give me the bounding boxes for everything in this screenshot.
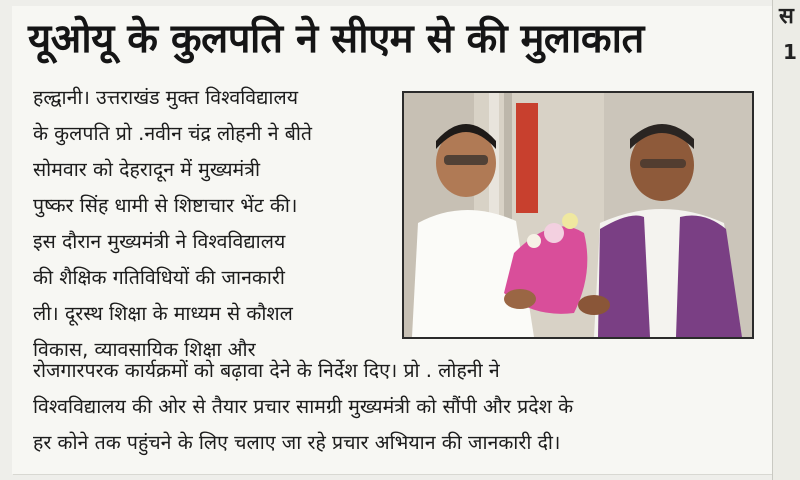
body-line: हर कोने तक पहुंचने के लिए चलाए जा रहे प्रचार अभियान की जानकारी दी। [33,431,561,454]
handshake [504,289,536,309]
article-photo [402,91,754,339]
adjacent-column-char: स [779,4,794,29]
body-line: हल्द्वानी। उत्तराखंड मुक्त विश्वविद्यालय [33,86,299,109]
body-line: ली। दूरस्थ शिक्षा के माध्यम से कौशल [33,302,293,325]
body-line: इस दौरान मुख्यमंत्री ने विश्वविद्यालय [33,230,286,253]
adjacent-column-number: 1 [783,40,797,64]
bouquet-flower [544,223,564,243]
body-line: विश्वविद्यालय की ओर से तैयार प्रचार सामग्री मुख्यमंत्री को सौंपी और प्रदेश के [33,395,574,418]
article-headline: यूओयू के कुलपति ने सीएम से की मुलाकात [28,16,644,62]
body-line: के कुलपति प्रो .नवीन चंद्र लोहनी ने बीते [33,122,313,145]
bouquet-flower [527,234,541,248]
person-left-glasses [444,155,488,165]
bouquet-flower [562,213,578,229]
article-body-column [33,80,403,368]
article-body-wide [33,353,758,461]
body-line: रोजगारपरक कार्यक्रमों को बढ़ावा देने के निर्देश दिए। प्रो . लोहनी ने [33,359,500,382]
photo-flag [516,103,538,213]
adjacent-column-edge [772,0,800,480]
person-right-jacket-left [598,216,650,338]
body-line: सोमवार को देहरादून में मुख्यमंत्री [33,158,261,181]
person-right-glasses [640,159,686,168]
body-line: पुष्कर सिंह धामी से शिष्टाचार भेंट की। [33,194,298,217]
body-line: विकास, व्यावसायिक शिक्षा और [33,338,256,361]
hand [578,295,610,315]
body-line: की शैक्षिक गतिविधियों की जानकारी [33,266,285,289]
meeting-photo-illustration [404,93,752,337]
